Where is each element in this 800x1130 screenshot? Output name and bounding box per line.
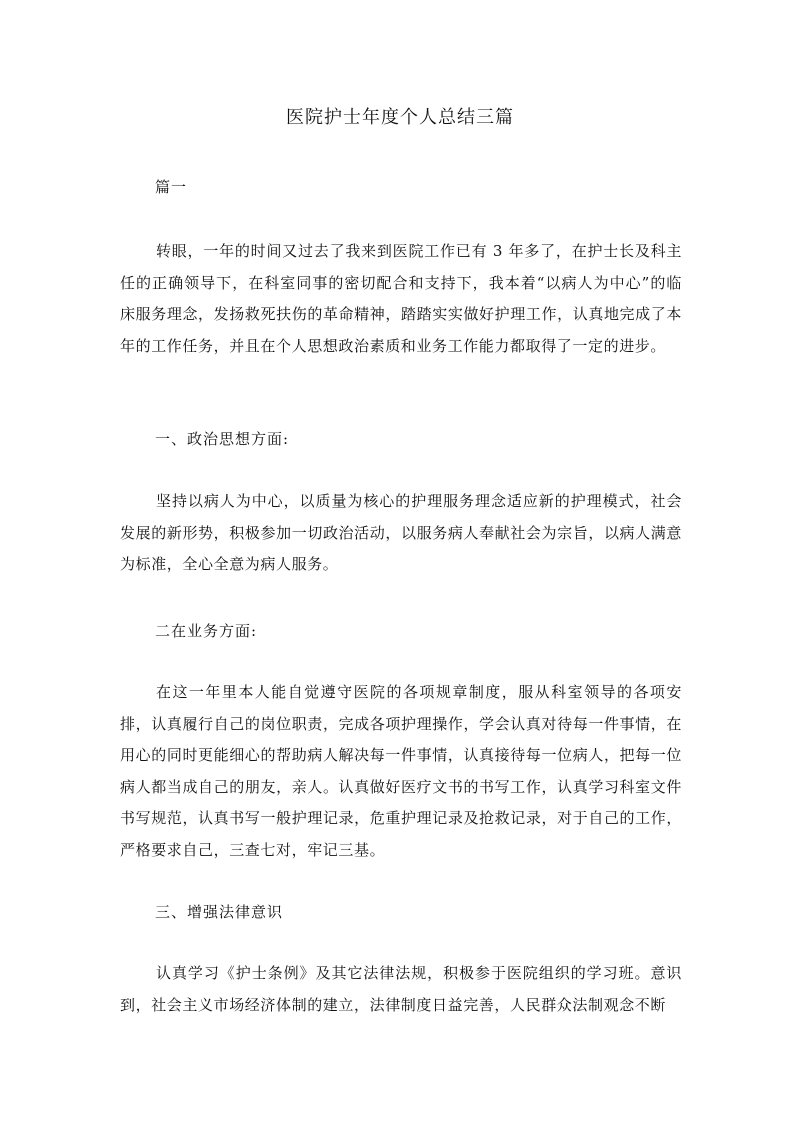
- part-label: 篇一: [155, 178, 188, 196]
- intro-paragraph: 转眼，一年的时间又过去了我来到医院工作已有 3 年多了，在护士长及科主任的正确领导下，在科室同事的密切配合和支持下，我本着“以病人为中心”的临床服务理念，发扬救死扶伤的革命精神，踏踏实实做好护理工作，认真地完成了本年的工作任务，并且在个人思想政治素质和业务工作能力都取得了一定的进步。: [120, 242, 682, 355]
- section-heading-politics: 一、政治思想方面:: [155, 430, 290, 448]
- section-heading-business: 二在业务方面:: [155, 622, 258, 640]
- section-body-business: 在这一年里本人能自觉遵守医院的各项规章制度，服从科室领导的各项安排，认真履行自己的岗位职责，完成各项护理操作，学会认真对待每一件事情，在用心的同时更能细心的帮助病人解决每一件事情，认真接待每一位病人，把每一位病人都当成自己的朋友，亲人。认真做好医疗文书的书写工作，认真学习科室文件书写规范，认真书写一般护理记录，危重护理记录及抢救记录，对于自己的工作，严格要求自己，三查七对，牢记三基。: [120, 683, 682, 859]
- section-body-politics: 坚持以病人为中心，以质量为核心的护理服务理念适应新的护理模式，社会发展的新形势，积极参加一切政治活动，以服务病人奉献社会为宗旨，以病人满意为标准，全心全意为病人服务。: [120, 492, 682, 573]
- document-title: 医院护士年度个人总结三篇: [286, 107, 514, 128]
- section-heading-law: 三、增强法律意识: [155, 903, 284, 921]
- section-body-law: 认真学习《护士条例》及其它法律法规，积极参于医院组织的学习班。意识到，社会主义市场经济体制的建立，法律制度日益完善，人民群众法制观念不断: [120, 964, 682, 1014]
